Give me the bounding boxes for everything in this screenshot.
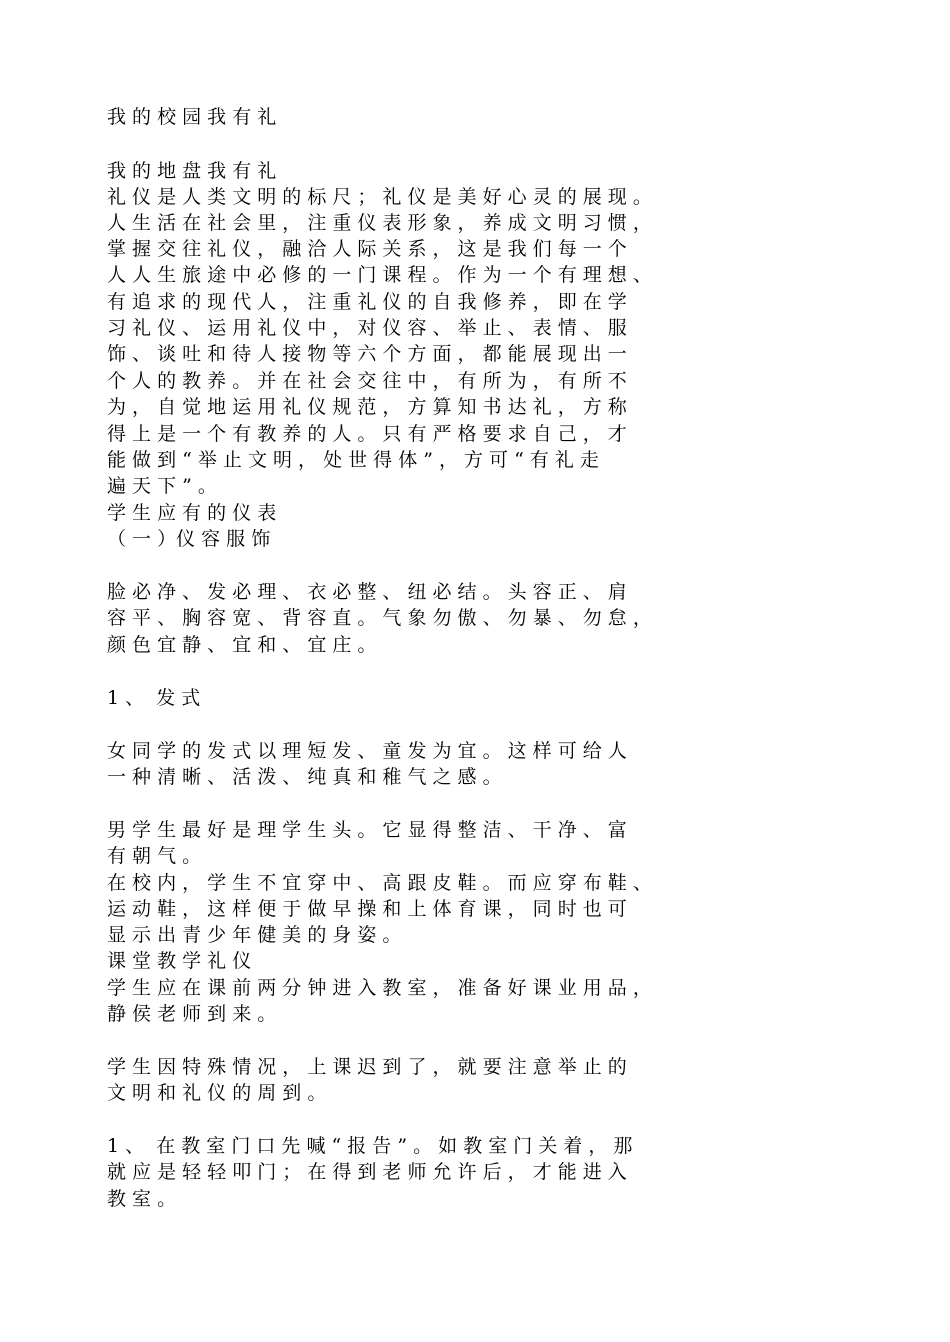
text-line: 有 追 求 的 现 代 人 ， 注 重 礼 仪 的 自 我 修 养 ， 即 在 学 [107, 291, 627, 313]
text-line: 脸 必 净 、 发 必 理 、 衣 必 整 、 纽 必 结 。 头 容 正 、 肩 [107, 581, 627, 603]
subsection-heading: （ 一 ）仪 容 服 饰 [107, 528, 271, 550]
text-line: 颜 色 宜 静 、 宜 和 、 宜 庄 。 [107, 634, 377, 656]
section-heading: 课 堂 教 学 礼 仪 [107, 950, 252, 972]
document-title: 我 的 校 园 我 有 礼 [107, 106, 277, 128]
text-line: 在 校 内 ， 学 生 不 宜 穿 中 、 高 跟 皮 鞋 。 而 应 穿 布 鞋 、 [107, 872, 652, 894]
text-line: 礼 仪 是 人 类 文 明 的 标 尺 ； 礼 仪 是 美 好 心 灵 的 展 现 。 [107, 186, 652, 208]
text-line: 容 平 、 胸 容 宽 、 背 容 直 。 气 象 勿 傲 、 勿 暴 、 勿 怠 ， [107, 607, 652, 629]
text-line: 得 上 是 一 个 有 教 养 的 人 。 只 有 严 格 要 求 自 己 ， 才 [107, 423, 627, 445]
text-line: 就 应 是 轻 轻 叩 门 ； 在 得 到 老 师 允 许 后 ， 才 能 进 入 [107, 1161, 627, 1183]
text-line: 学 生 应 在 课 前 两 分 钟 进 入 教 室 ， 准 备 好 课 业 用 品 ， [107, 977, 652, 999]
text-line: 运 动 鞋 ， 这 样 便 于 做 早 操 和 上 体 育 课 ， 同 时 也 可 [107, 898, 627, 920]
text-line: 人 人 生 旅 途 中 必 修 的 一 门 课 程 。 作 为 一 个 有 理 想 、 [107, 264, 652, 286]
text-line: 为 ， 自 觉 地 运 用 礼 仪 规 范 ， 方 算 知 书 达 礼 ， 方 称 [107, 396, 627, 418]
text-line: 饰 、 谈 吐 和 待 人 接 物 等 六 个 方 面 ， 都 能 展 现 出 一 [107, 343, 627, 365]
text-line: 个 人 的 教 养 。 并 在 社 会 交 往 中 ， 有 所 为 ， 有 所 不 [107, 370, 627, 392]
text-line: 遍 天 下 ” 。 [107, 475, 217, 497]
text-line: 一 种 清 晰 、 活 泼 、 纯 真 和 稚 气 之 感 。 [107, 766, 502, 788]
text-line: 学 生 因 特 殊 情 况 ， 上 课 迟 到 了 ， 就 要 注 意 举 止 的 [107, 1056, 627, 1078]
text-line: 文 明 和 礼 仪 的 周 到 。 [107, 1082, 327, 1104]
section-heading: 学 生 应 有 的 仪 表 [107, 502, 277, 524]
text-line: 习 礼 仪 、 运 用 礼 仪 中 ， 对 仪 容 、 举 止 、 表 情 、 服 [107, 317, 627, 339]
text-line: 有 朝 气 。 [107, 845, 202, 867]
text-line: 1 、 在 教 室 门 口 先 喊 “ 报 告 ” 。 如 教 室 门 关 着 ， 那 [107, 1135, 633, 1157]
text-line: 男 学 生 最 好 是 理 学 生 头 。 它 显 得 整 洁 、 干 净 、 富 [107, 819, 627, 841]
text-line: 静 侯 老 师 到 来 。 [107, 1003, 277, 1025]
text-line: 显 示 出 青 少 年 健 美 的 身 姿 。 [107, 924, 402, 946]
text-line: 掌 握 交 往 礼 仪 ， 融 洽 人 际 关 系 ， 这 是 我 们 每 一 个 [107, 238, 627, 260]
text-line: 女 同 学 的 发 式 以 理 短 发 、 童 发 为 宜 。 这 样 可 给 人 [107, 740, 627, 762]
text-line: 教 室 。 [107, 1188, 177, 1210]
text-line: 人 生 活 在 社 会 里 ， 注 重 仪 表 形 象 ， 养 成 文 明 习 惯 ， [107, 212, 652, 234]
text-line: 能 做 到 “ 举 止 文 明 ， 处 世 得 体 ” ， 方 可 “ 有 礼 走 [107, 449, 599, 471]
section-heading: 我 的 地 盘 我 有 礼 [107, 160, 277, 182]
numbered-heading: 1 、 发 式 [107, 687, 201, 709]
